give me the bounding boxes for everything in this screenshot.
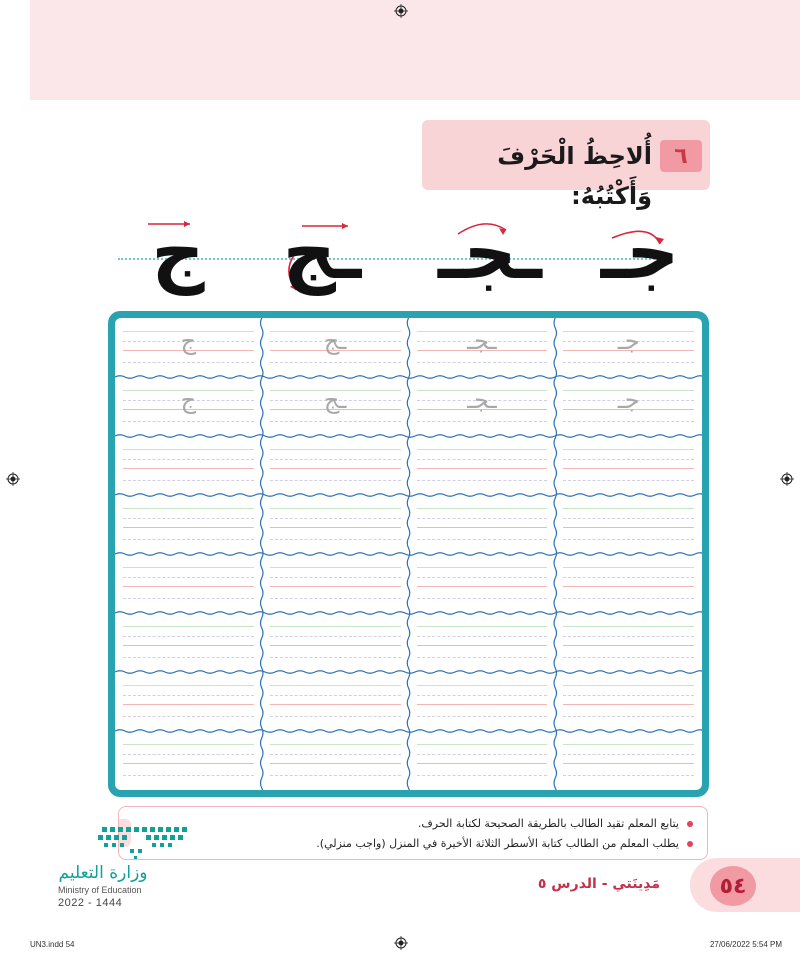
edition-year: 2022 - 1444 (58, 897, 123, 909)
note-item: يتابع المعلم تقيد الطالب بالطريقة الصحيحة لكتابة الحرف. (418, 817, 693, 830)
bullet-icon (687, 821, 693, 827)
trace-letter: ج (180, 386, 197, 414)
trace-letter: ـج (323, 327, 347, 355)
registration-mark-icon (394, 936, 408, 950)
trace-letter: ـجـ (467, 327, 497, 355)
exercise-number: ٦ (660, 140, 702, 172)
teacher-notes (118, 806, 708, 860)
row-divider (115, 612, 702, 615)
note-item: يطلب المعلم من الطالب كتابة الأسطر الثلاثة الأخيرة في المنزل (واجب منزلي). (316, 837, 693, 850)
page-number: ٥٤ (710, 866, 756, 906)
row-divider (115, 494, 702, 497)
letter-glyph: ج (151, 210, 205, 296)
practice-grid (115, 318, 702, 790)
letter-form-medial (430, 204, 550, 304)
cell-dividers (115, 318, 702, 790)
registration-mark-icon (6, 472, 20, 486)
letter-form-final (262, 204, 382, 304)
letter-glyph: ـج (282, 210, 362, 296)
trace-letter: جـ (617, 386, 640, 414)
trace-letter: ـجـ (467, 386, 497, 414)
bullet-icon (687, 841, 693, 847)
ministry-logo (58, 823, 198, 913)
ministry-name-en: Ministry of Education (58, 885, 142, 895)
letter-form-initial (580, 204, 700, 304)
trace-letter: ـج (323, 386, 347, 414)
row-divider (115, 671, 702, 674)
row-divider (115, 553, 702, 556)
letter-form-isolated (118, 204, 238, 304)
trace-letter: جـ (617, 327, 640, 355)
registration-mark-icon (394, 4, 408, 18)
column-divider (261, 318, 264, 790)
exercise-title: أُلاحِظُ الْحَرْفَ وَأَكْتُبُهُ: (497, 142, 652, 210)
trace-letter: ج (180, 327, 197, 355)
ministry-emblem-icon (58, 823, 198, 863)
row-divider (115, 730, 702, 733)
print-slug-file: UN3.indd 54 (30, 940, 75, 949)
practice-board (108, 311, 709, 797)
print-slug-date: 27/06/2022 5:54 PM (709, 940, 782, 949)
letter-glyph: جـ (600, 210, 680, 296)
ministry-name-ar: وزارة التعليم (58, 863, 148, 883)
lesson-label: مَدِينَتي - الدرس ٥ (537, 876, 660, 892)
header-band (30, 0, 800, 100)
column-divider (407, 318, 410, 790)
registration-mark-icon (780, 472, 794, 486)
letter-glyph: ـجـ (438, 210, 542, 296)
